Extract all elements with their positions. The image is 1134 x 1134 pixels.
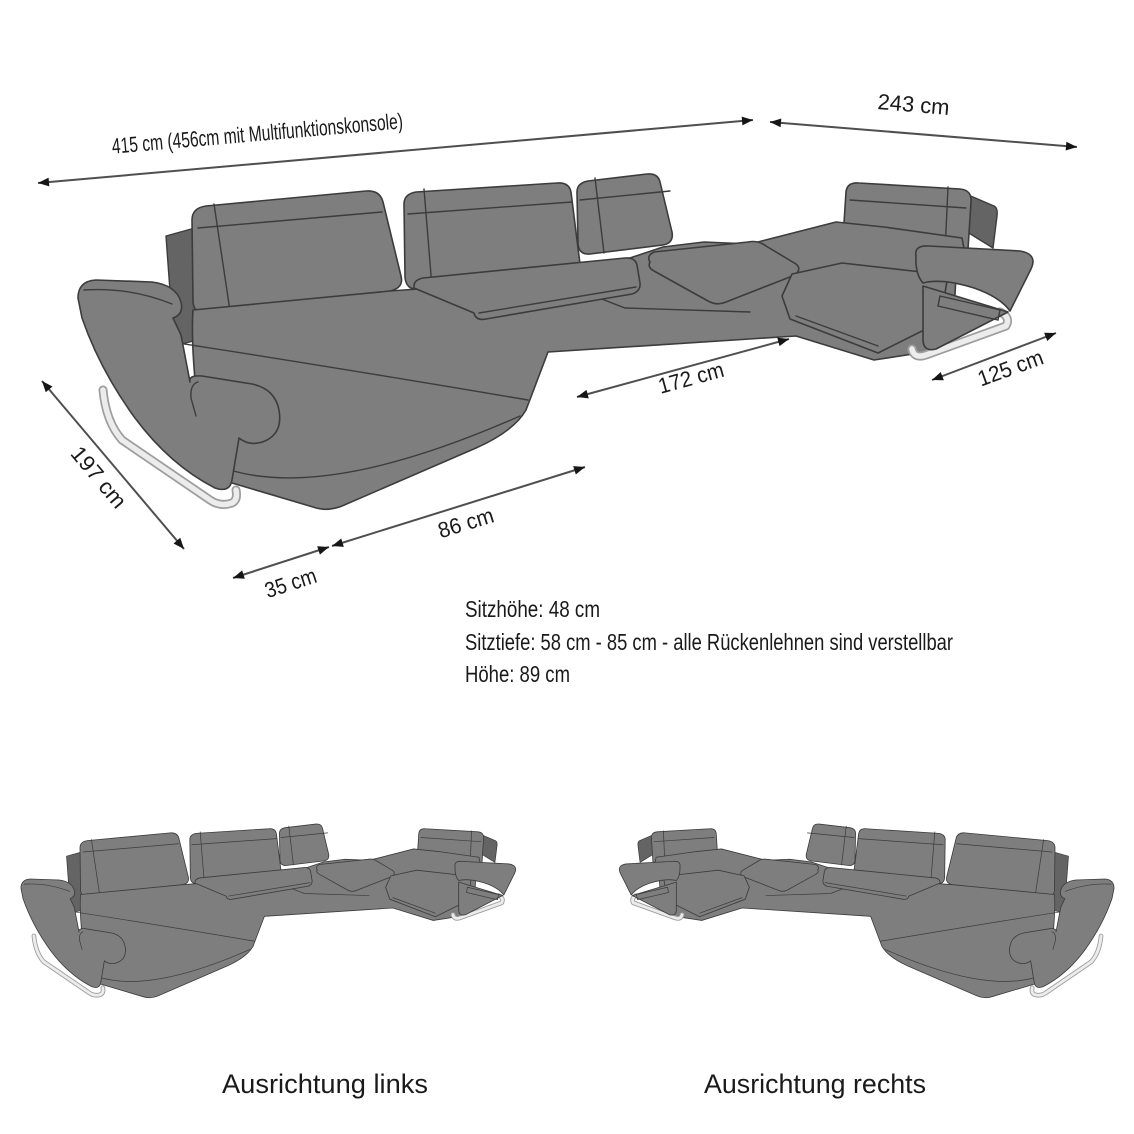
spec-height: Höhe: 89 cm — [465, 661, 570, 687]
dimension-right-depth — [770, 89, 1077, 147]
dimension-chaise-width-label: 86 cm — [434, 501, 500, 544]
dimension-total-width-label: 415 cm (456cm mit Multifunktionskonsole) — [110, 97, 523, 159]
variant-right-label: Ausrichtung rechts — [704, 1069, 926, 1099]
spec-text-block — [465, 596, 953, 687]
sofa-variant-left-drawing — [21, 824, 516, 998]
sofa-variant-right-drawing — [619, 824, 1114, 998]
dimension-right-depth-label: 243 cm — [876, 89, 951, 120]
dimension-total-width — [38, 97, 753, 183]
spec-seat-height: Sitzhöhe: 48 cm — [465, 596, 600, 622]
dimension-armrest-width-label: 35 cm — [261, 560, 327, 603]
sofa-main-drawing — [78, 174, 1033, 509]
spec-seat-depth: Sitztiefe: 58 cm - 85 cm - alle Rückenlehnen sind verstellbar — [465, 629, 954, 655]
dimension-armrest-width — [233, 547, 329, 603]
variant-left-label: Ausrichtung links — [222, 1069, 428, 1099]
dimension-right-end-width-label: 125 cm — [974, 343, 1051, 392]
dimension-left-depth-label: 197 cm — [65, 441, 132, 513]
dimension-inner-width-label: 172 cm — [655, 355, 732, 399]
